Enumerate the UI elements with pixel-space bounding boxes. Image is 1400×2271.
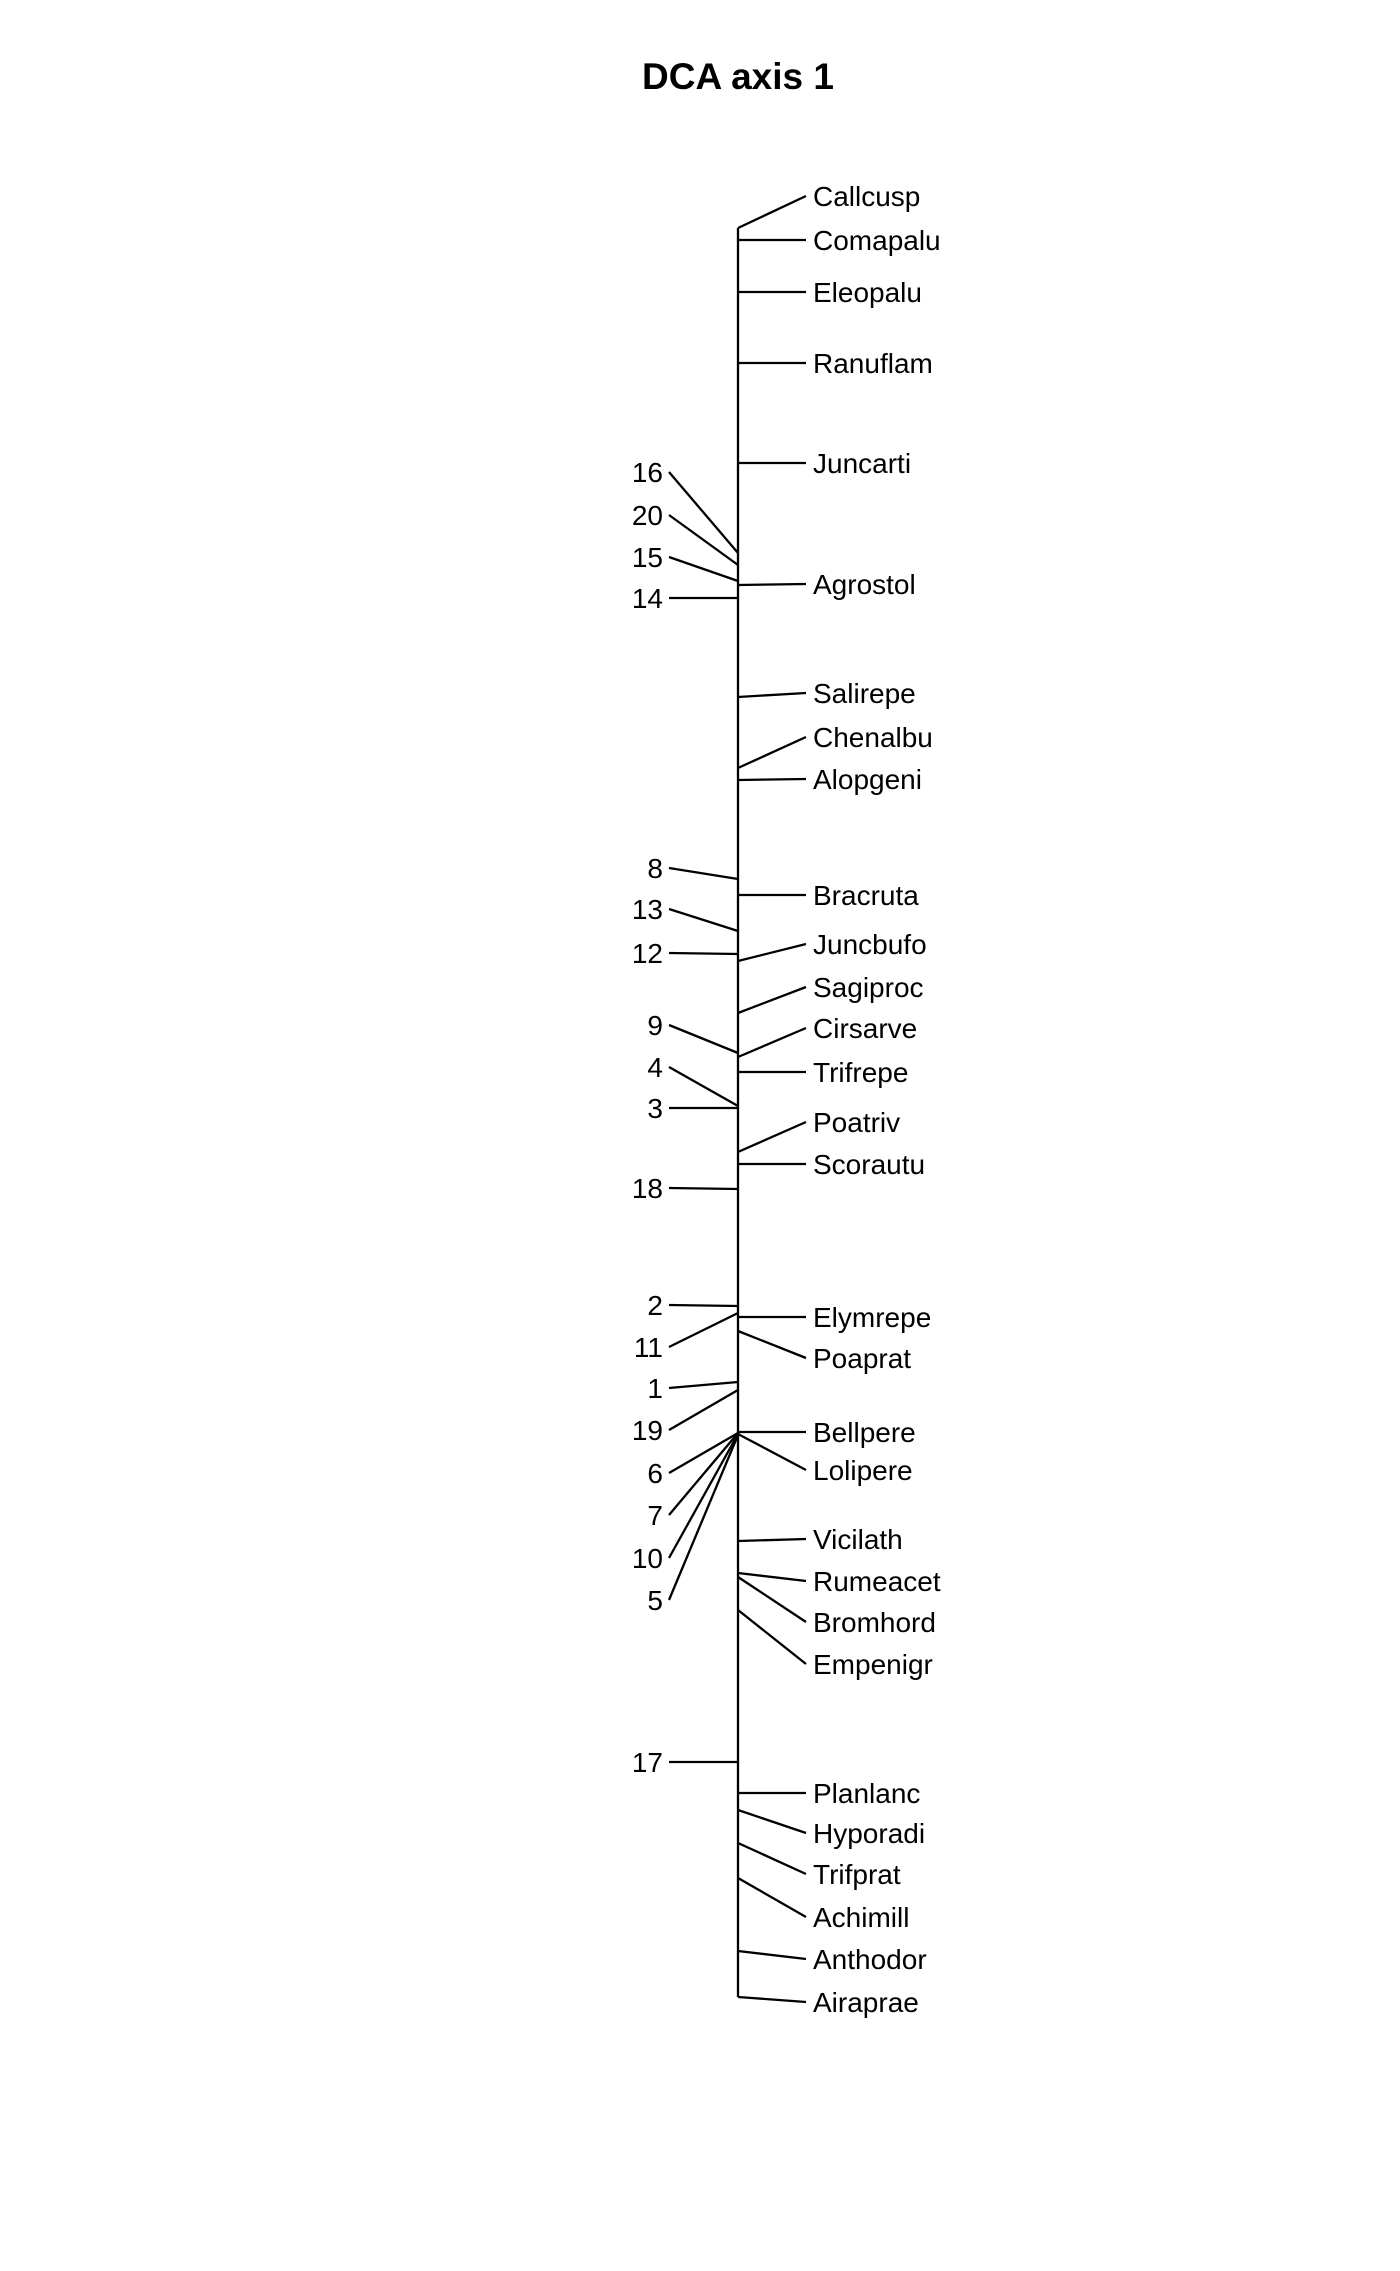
species-leader-achimill [738,1878,806,1917]
species-leader-salirepe [738,693,806,697]
species-label-poatriv: Poatriv [813,1106,901,1138]
plot-title: DCA axis 1 [642,56,834,97]
species-label-trifprat: Trifprat [813,1858,901,1890]
species-label-cirsarve: Cirsarve [813,1012,918,1044]
site-label-4: 4 [647,1051,663,1083]
site-leader-19 [669,1390,738,1430]
species-leader-empenigr [738,1610,806,1664]
species-label-lolipere: Lolipere [813,1454,913,1486]
species-label-trifrepe: Trifrepe [813,1056,909,1088]
site-leader-13 [669,909,738,931]
site-label-1: 1 [647,1372,663,1404]
site-label-10: 10 [631,1542,663,1574]
species-label-eleopalu: Eleopalu [813,276,922,308]
site-leader-15 [669,557,738,581]
site-label-7: 7 [647,1499,663,1531]
species-label-juncarti: Juncarti [813,447,912,479]
species-label-juncbufo: Juncbufo [813,928,927,960]
species-label-salirepe: Salirepe [813,677,916,709]
species-label-alopgeni: Alopgeni [813,763,922,795]
species-label-bromhord: Bromhord [813,1606,936,1638]
site-label-8: 8 [647,852,663,884]
site-leader-4 [669,1067,738,1106]
species-leader-poaprat [738,1331,806,1358]
species-label-poaprat: Poaprat [813,1342,912,1374]
species-label-hyporadi: Hyporadi [813,1817,926,1849]
species-label-callcusp: Callcusp [813,180,921,212]
species-leader-chenalbu [738,737,806,768]
species-leader-anthodor [738,1951,806,1959]
species-label-ranuflam: Ranuflam [813,347,933,379]
species-label-chenalbu: Chenalbu [813,721,933,753]
species-leader-sagiproc [738,987,806,1013]
species-label-planlanc: Planlanc [813,1777,921,1809]
species-leader-rumeacet [738,1573,806,1581]
site-label-12: 12 [631,937,663,969]
species-leader-bromhord [738,1577,806,1622]
species-label-airaprae: Airaprae [813,1986,919,2018]
site-leader-9 [669,1025,738,1053]
site-label-15: 15 [631,541,663,573]
species-label-rumeacet: Rumeacet [813,1565,941,1597]
site-label-2: 2 [647,1289,663,1321]
species-leader-alopgeni [738,779,806,780]
species-leader-poatriv [738,1122,806,1152]
site-leader-1 [669,1382,738,1388]
species-leader-cirsarve [738,1028,806,1057]
site-leader-18 [669,1188,738,1189]
species-leader-trifprat [738,1843,806,1874]
species-leader-callcusp [738,196,806,228]
species-label-agrostol: Agrostol [813,568,916,600]
site-leader-7 [669,1433,738,1515]
site-label-13: 13 [631,893,663,925]
site-label-9: 9 [647,1009,663,1041]
site-label-3: 3 [647,1092,663,1124]
site-leader-8 [669,868,738,879]
site-label-14: 14 [631,582,663,614]
species-label-sagiproc: Sagiproc [813,971,924,1003]
site-label-18: 18 [631,1172,663,1204]
site-label-17: 17 [631,1746,663,1778]
species-leader-juncbufo [738,944,806,961]
species-label-vicilath: Vicilath [813,1523,903,1555]
species-label-empenigr: Empenigr [813,1648,933,1680]
site-leader-2 [669,1305,738,1306]
site-label-6: 6 [647,1457,663,1489]
site-label-19: 19 [631,1414,663,1446]
species-label-comapalu: Comapalu [813,224,941,256]
site-leader-12 [669,953,738,954]
species-label-bracruta: Bracruta [813,879,919,911]
species-leader-lolipere [738,1434,806,1470]
species-label-bellpere: Bellpere [813,1416,916,1448]
species-label-scorautu: Scorautu [813,1148,926,1180]
species-leader-airaprae [738,1997,806,2002]
species-label-elymrepe: Elymrepe [813,1301,932,1333]
species-leader-vicilath [738,1539,806,1541]
site-label-16: 16 [631,456,663,488]
site-leader-5 [669,1435,738,1600]
site-label-20: 20 [631,499,663,531]
species-label-achimill: Achimill [813,1901,910,1933]
species-label-anthodor: Anthodor [813,1943,927,1975]
site-label-5: 5 [647,1584,663,1616]
site-label-11: 11 [633,1331,663,1363]
species-leader-agrostol [738,584,806,585]
species-leader-hyporadi [738,1810,806,1833]
site-leader-11 [669,1313,738,1347]
